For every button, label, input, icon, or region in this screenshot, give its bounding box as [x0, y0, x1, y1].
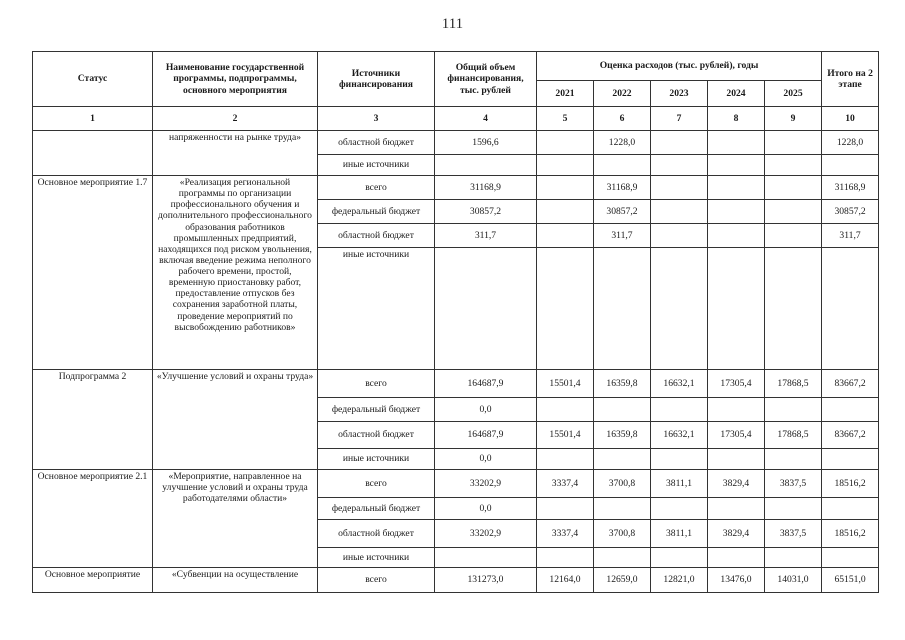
program-name-cell: «Реализация региональной программы по организации профессионального обучения и дополнительного профессионального образования работников промышленных предприятий, находящихся под риском увольнения, включая введение режима неполного рабочего времени, простой, временную приостановку работ, предоставление отпусков без сохранения заработной платы, проведение мероприятий по высвобождению работников»: [153, 176, 318, 370]
total-cell: 30857,2: [435, 200, 537, 224]
total-cell: 0,0: [435, 398, 537, 422]
year-cell: [594, 155, 651, 176]
year-cell: 3700,8: [594, 470, 651, 498]
year-cell: [765, 498, 822, 520]
header-stage-total: Итого на 2 этапе: [822, 52, 879, 107]
total-cell: 131273,0: [435, 568, 537, 593]
year-cell: 14031,0: [765, 568, 822, 593]
year-cell: 311,7: [594, 224, 651, 248]
program-name-cell: «Мероприятие, направленное на улучшение условий и охраны труда работодателями области»: [153, 470, 318, 568]
year-cell: 15501,4: [537, 422, 594, 449]
header-program-name: Наименование государственной программы, подпрограммы, основного мероприятия: [153, 52, 318, 107]
header-year: 2023: [651, 81, 708, 107]
column-number: 2: [153, 107, 318, 131]
total-cell: 1596,6: [435, 131, 537, 155]
year-cell: [708, 498, 765, 520]
year-cell: [708, 449, 765, 470]
stage-total-cell: 31168,9: [822, 176, 879, 200]
stage-total-cell: 83667,2: [822, 422, 879, 449]
year-cell: 1228,0: [594, 131, 651, 155]
table-row: [33, 176, 879, 200]
source-cell: областной бюджет: [318, 224, 435, 248]
total-cell: 33202,9: [435, 520, 537, 548]
year-cell: [765, 248, 822, 370]
year-cell: [765, 155, 822, 176]
year-cell: [765, 398, 822, 422]
year-cell: 31168,9: [594, 176, 651, 200]
stage-total-cell: [822, 155, 879, 176]
year-cell: [537, 248, 594, 370]
table-row: [33, 131, 879, 155]
stage-total-cell: 311,7: [822, 224, 879, 248]
total-cell: [435, 155, 537, 176]
table-row: [33, 470, 879, 498]
year-cell: 16359,8: [594, 422, 651, 449]
column-number: 5: [537, 107, 594, 131]
status-cell: [33, 131, 153, 176]
year-cell: 3837,5: [765, 520, 822, 548]
year-cell: [594, 548, 651, 568]
year-cell: 3829,4: [708, 470, 765, 498]
year-cell: [765, 131, 822, 155]
year-cell: [651, 200, 708, 224]
year-cell: [594, 498, 651, 520]
source-cell: федеральный бюджет: [318, 200, 435, 224]
year-cell: [765, 200, 822, 224]
total-cell: [435, 248, 537, 370]
total-cell: 164687,9: [435, 370, 537, 398]
year-cell: [594, 398, 651, 422]
year-cell: [651, 131, 708, 155]
column-number: 1: [33, 107, 153, 131]
status-cell: Основное мероприятие: [33, 568, 153, 593]
financing-table: [32, 51, 879, 593]
header-status: Статус: [33, 52, 153, 107]
year-cell: [765, 176, 822, 200]
source-cell: всего: [318, 470, 435, 498]
year-cell: 17868,5: [765, 370, 822, 398]
year-cell: 12164,0: [537, 568, 594, 593]
program-name-cell: напряженности на рынке труда»: [153, 131, 318, 176]
year-cell: [651, 176, 708, 200]
year-cell: 13476,0: [708, 568, 765, 593]
year-cell: [765, 449, 822, 470]
stage-total-cell: 30857,2: [822, 200, 879, 224]
source-cell: иные источники: [318, 155, 435, 176]
stage-total-cell: [822, 449, 879, 470]
year-cell: [708, 176, 765, 200]
source-cell: федеральный бюджет: [318, 498, 435, 520]
year-cell: 3337,4: [537, 520, 594, 548]
year-cell: 17305,4: [708, 370, 765, 398]
year-cell: [651, 449, 708, 470]
year-cell: 3811,1: [651, 470, 708, 498]
table-row: [33, 370, 879, 398]
year-cell: [708, 548, 765, 568]
column-number: 9: [765, 107, 822, 131]
program-name-cell: «Улучшение условий и охраны труда»: [153, 370, 318, 470]
source-cell: всего: [318, 176, 435, 200]
year-cell: [594, 449, 651, 470]
stage-total-cell: 18516,2: [822, 520, 879, 548]
header-estimate: Оценка расходов (тыс. рублей), годы: [537, 52, 822, 81]
column-number: 6: [594, 107, 651, 131]
year-cell: [651, 248, 708, 370]
year-cell: [651, 398, 708, 422]
source-cell: иные источники: [318, 548, 435, 568]
source-cell: иные источники: [318, 449, 435, 470]
year-cell: 12659,0: [594, 568, 651, 593]
year-cell: [537, 200, 594, 224]
year-cell: [537, 548, 594, 568]
column-number: 3: [318, 107, 435, 131]
stage-total-cell: 18516,2: [822, 470, 879, 498]
year-cell: [708, 398, 765, 422]
year-cell: [765, 224, 822, 248]
year-cell: [651, 224, 708, 248]
total-cell: 0,0: [435, 498, 537, 520]
total-cell: 31168,9: [435, 176, 537, 200]
year-cell: [537, 131, 594, 155]
year-cell: [537, 176, 594, 200]
year-cell: 3337,4: [537, 470, 594, 498]
header-year: 2021: [537, 81, 594, 107]
year-cell: [537, 398, 594, 422]
year-cell: [537, 449, 594, 470]
column-number: 4: [435, 107, 537, 131]
stage-total-cell: [822, 548, 879, 568]
source-cell: иные источники: [318, 248, 435, 370]
year-cell: 3700,8: [594, 520, 651, 548]
stage-total-cell: [822, 248, 879, 370]
year-cell: 16632,1: [651, 422, 708, 449]
header-year: 2024: [708, 81, 765, 107]
source-cell: областной бюджет: [318, 422, 435, 449]
source-cell: областной бюджет: [318, 131, 435, 155]
column-number: 10: [822, 107, 879, 131]
column-number: 8: [708, 107, 765, 131]
header-year: 2022: [594, 81, 651, 107]
status-cell: Основное мероприятие 1.7: [33, 176, 153, 370]
table-row: [33, 568, 879, 593]
year-cell: 17868,5: [765, 422, 822, 449]
stage-total-cell: 65151,0: [822, 568, 879, 593]
year-cell: 12821,0: [651, 568, 708, 593]
stage-total-cell: 83667,2: [822, 370, 879, 398]
year-cell: 3829,4: [708, 520, 765, 548]
header-year: 2025: [765, 81, 822, 107]
program-name-cell: «Субвенции на осуществление: [153, 568, 318, 593]
source-cell: всего: [318, 568, 435, 593]
year-cell: 16359,8: [594, 370, 651, 398]
year-cell: [765, 548, 822, 568]
total-cell: 33202,9: [435, 470, 537, 498]
total-cell: 164687,9: [435, 422, 537, 449]
year-cell: [651, 548, 708, 568]
total-cell: [435, 548, 537, 568]
year-cell: [708, 131, 765, 155]
stage-total-cell: [822, 498, 879, 520]
year-cell: [651, 155, 708, 176]
total-cell: 0,0: [435, 449, 537, 470]
source-cell: всего: [318, 370, 435, 398]
year-cell: 3837,5: [765, 470, 822, 498]
status-cell: Основное мероприятие 2.1: [33, 470, 153, 568]
year-cell: [537, 224, 594, 248]
year-cell: 15501,4: [537, 370, 594, 398]
year-cell: [708, 200, 765, 224]
page-number: 111: [441, 16, 464, 32]
year-cell: 16632,1: [651, 370, 708, 398]
year-cell: [651, 498, 708, 520]
year-cell: 30857,2: [594, 200, 651, 224]
header-sources: Источники финансирования: [318, 52, 435, 107]
year-cell: [537, 155, 594, 176]
year-cell: [708, 248, 765, 370]
year-cell: [594, 248, 651, 370]
year-cell: [708, 224, 765, 248]
year-cell: [537, 498, 594, 520]
total-cell: 311,7: [435, 224, 537, 248]
stage-total-cell: [822, 398, 879, 422]
status-cell: Подпрограмма 2: [33, 370, 153, 470]
source-cell: областной бюджет: [318, 520, 435, 548]
header-total-volume: Общий объем финансирования, тыс. рублей: [435, 52, 537, 107]
year-cell: 3811,1: [651, 520, 708, 548]
year-cell: 17305,4: [708, 422, 765, 449]
year-cell: [708, 155, 765, 176]
column-number: 7: [651, 107, 708, 131]
stage-total-cell: 1228,0: [822, 131, 879, 155]
source-cell: федеральный бюджет: [318, 398, 435, 422]
